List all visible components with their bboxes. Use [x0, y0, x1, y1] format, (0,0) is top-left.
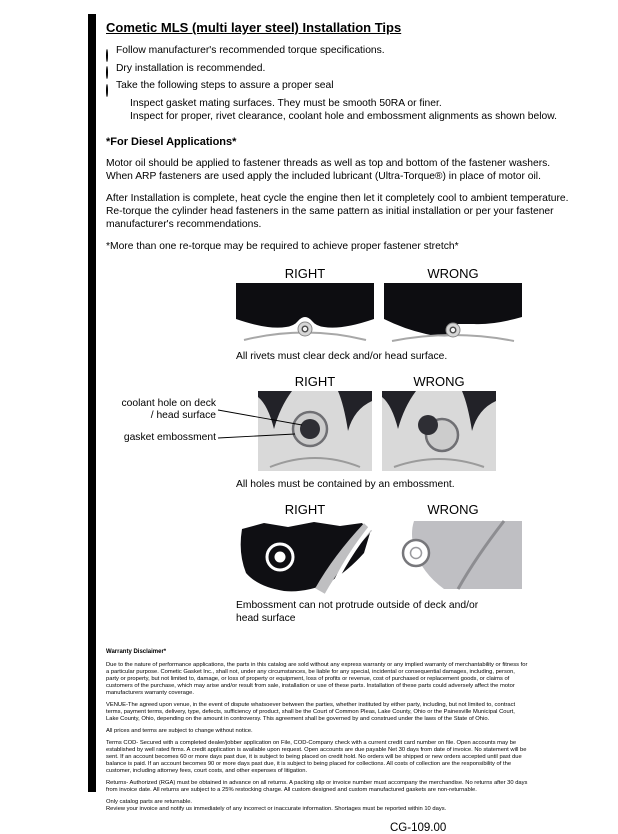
figures-section — [106, 266, 576, 625]
coolant-wrong-diagram — [382, 391, 496, 471]
tips-list — [106, 44, 576, 123]
list-item — [106, 62, 576, 80]
legal-paragraph: VENUE-The agreed upon venue, in the event of dispute whatsoever between the parties, whether instituted by either party, including, but not limited to, contract terms, payment terms, delivery, type, defects, sufficiency of product, shall be the Court of Common Pleas, Lake County, Ohio or the Painesville Municipal Court, Lake County, Ohio, depending on the amount in controversy. This agreement shall be governed by and construed under the laws of the State of Ohio. — [106, 701, 516, 722]
list-item — [120, 110, 576, 123]
document-page — [106, 20, 576, 834]
rivet-caption: All rivets must clear deck and/or head surface. — [236, 350, 448, 362]
document-code: CG-109.00 — [390, 821, 447, 834]
holes-caption: All holes must be contained by an embossment. — [236, 478, 455, 490]
tip-text: Inspect for proper, rivet clearance, coolant hole and embossment alignments as shown below. — [130, 110, 557, 122]
embossment-wrong-diagram — [384, 519, 522, 594]
diesel-paragraph: Motor oil should be applied to fastener threads as well as top and bottom of the fastener washers. When ARP fasteners are used apply the included lubricant (Ultra-Torque®) in place of motor oil. — [106, 157, 551, 182]
embossment-right-diagram — [236, 519, 374, 594]
coolant-right-diagram — [258, 391, 372, 471]
left-border-bar — [88, 14, 96, 792]
right-label: RIGHT — [294, 373, 336, 389]
tip-text: Take the following steps to assure a proper seal — [116, 80, 334, 91]
legal-section — [106, 649, 528, 813]
list-item — [120, 97, 576, 110]
wrong-label: WRONG — [427, 501, 479, 517]
list-item — [106, 79, 576, 97]
bullet-circle-icon — [106, 62, 116, 80]
legal-paragraph: Review your invoice and notify us immediately of any incorrect or inaccurate information. Shortages must be reported within 10 days. — [106, 805, 447, 812]
legal-paragraph: All prices and terms are subject to change without notice. — [106, 727, 253, 734]
bullet-circle-icon — [106, 44, 116, 62]
list-item — [106, 44, 576, 62]
page-title: Cometic MLS (multi layer steel) Installation Tips — [106, 20, 402, 35]
rivet-right-diagram — [236, 283, 374, 345]
diesel-paragraph: After Installation is complete, heat cycle the engine then let it completely cool to ambient temperature. Re-torque the cylinder head fasteners in the same pattern as initial installation or per your fastener manufacturer's recommendations. — [106, 192, 569, 230]
bullet-dot-icon — [120, 97, 130, 102]
figure-row-holes — [106, 374, 576, 473]
diesel-applications-heading: *For Diesel Applications* — [106, 135, 237, 148]
legal-paragraph: Due to the nature of performance applications, the parts in this catalog are sold without any express warranty or any implied warranty of merchantability or fitness for a particular purpose. Cometic Gasket Inc., shall not, under any circumstances, be liable for any special, incidental or consequential damages, including, person, party or property, but not limited to, damage, or loss of property or equipment, loss of profits or revenue, cost of purchased or replacement goods, or claims of customers of the purchase, which may arise and/or result from sale, installation or use of these parts. Installation of these parts could adversely affect the motor manufacturers warranty coverage. — [106, 661, 528, 696]
right-label: RIGHT — [284, 501, 326, 517]
coolant-right-figure — [258, 374, 372, 473]
wrong-label: WRONG — [427, 265, 479, 281]
coolant-wrong-figure — [382, 374, 496, 473]
figure-row-rivets — [236, 266, 576, 345]
legal-paragraph: Terms COD- Secured with a completed dealer/jobber application on File, COD-Company check with a current credit card number on file. Open accounts may be established by well rated firms. A credit application is available upon request. Open accounts are due payable Net 30 days from date of invoice. No statement will be sent. If an account becomes 60 or more days past due, it is subject to being placed on credit hold. No orders will be shipped or new orders accepted until past due balance is paid. If an account becomes 90 or more days past due, it is subject to being placed for collections. All costs of collection are the responsibility of the customer, including attorney fees, court costs, and other expenses of litigation. — [106, 739, 527, 774]
retorque-note: *More than one re-torque may be required to achieve proper fastener stretch* — [106, 240, 459, 252]
embossment-wrong-figure — [384, 502, 522, 594]
tip-text: Dry installation is recommended. — [116, 62, 266, 74]
legal-paragraph: Returns- Authorized (RGA) must be obtained in advance on all returns. A packing slip or invoice number must accompany the merchandise. No returns after 30 days from invoice date. All returns are subject to a 25% restocking charge. All custom designed and custom manufactured gaskets are non-returnable. — [106, 779, 528, 793]
gasket-embossment-annotation: gasket embossment — [123, 431, 216, 443]
rivet-wrong-figure — [384, 266, 522, 345]
embossment-right-figure — [236, 502, 374, 594]
embossment-caption: Embossment can not protrude outside of deck and/or head surface — [236, 599, 479, 624]
warranty-disclaimer-heading: Warranty Disclaimer* — [106, 648, 167, 655]
bullet-dot-icon — [120, 110, 130, 115]
tip-text: Inspect gasket mating surfaces. They must be smooth 50RA or finer. — [130, 97, 442, 109]
figure-row-embossment — [236, 502, 576, 594]
coolant-hole-annotation: coolant hole on deck / head surface — [121, 397, 216, 421]
bullet-circle-icon — [106, 79, 116, 97]
tip-text: Follow manufacturer's recommended torque specifications. — [116, 45, 385, 56]
wrong-label: WRONG — [413, 373, 465, 389]
rivet-right-figure — [236, 266, 374, 345]
rivet-wrong-diagram — [384, 283, 522, 345]
right-label: RIGHT — [284, 265, 326, 281]
legal-paragraph: Only catalog parts are returnable. — [106, 798, 193, 805]
